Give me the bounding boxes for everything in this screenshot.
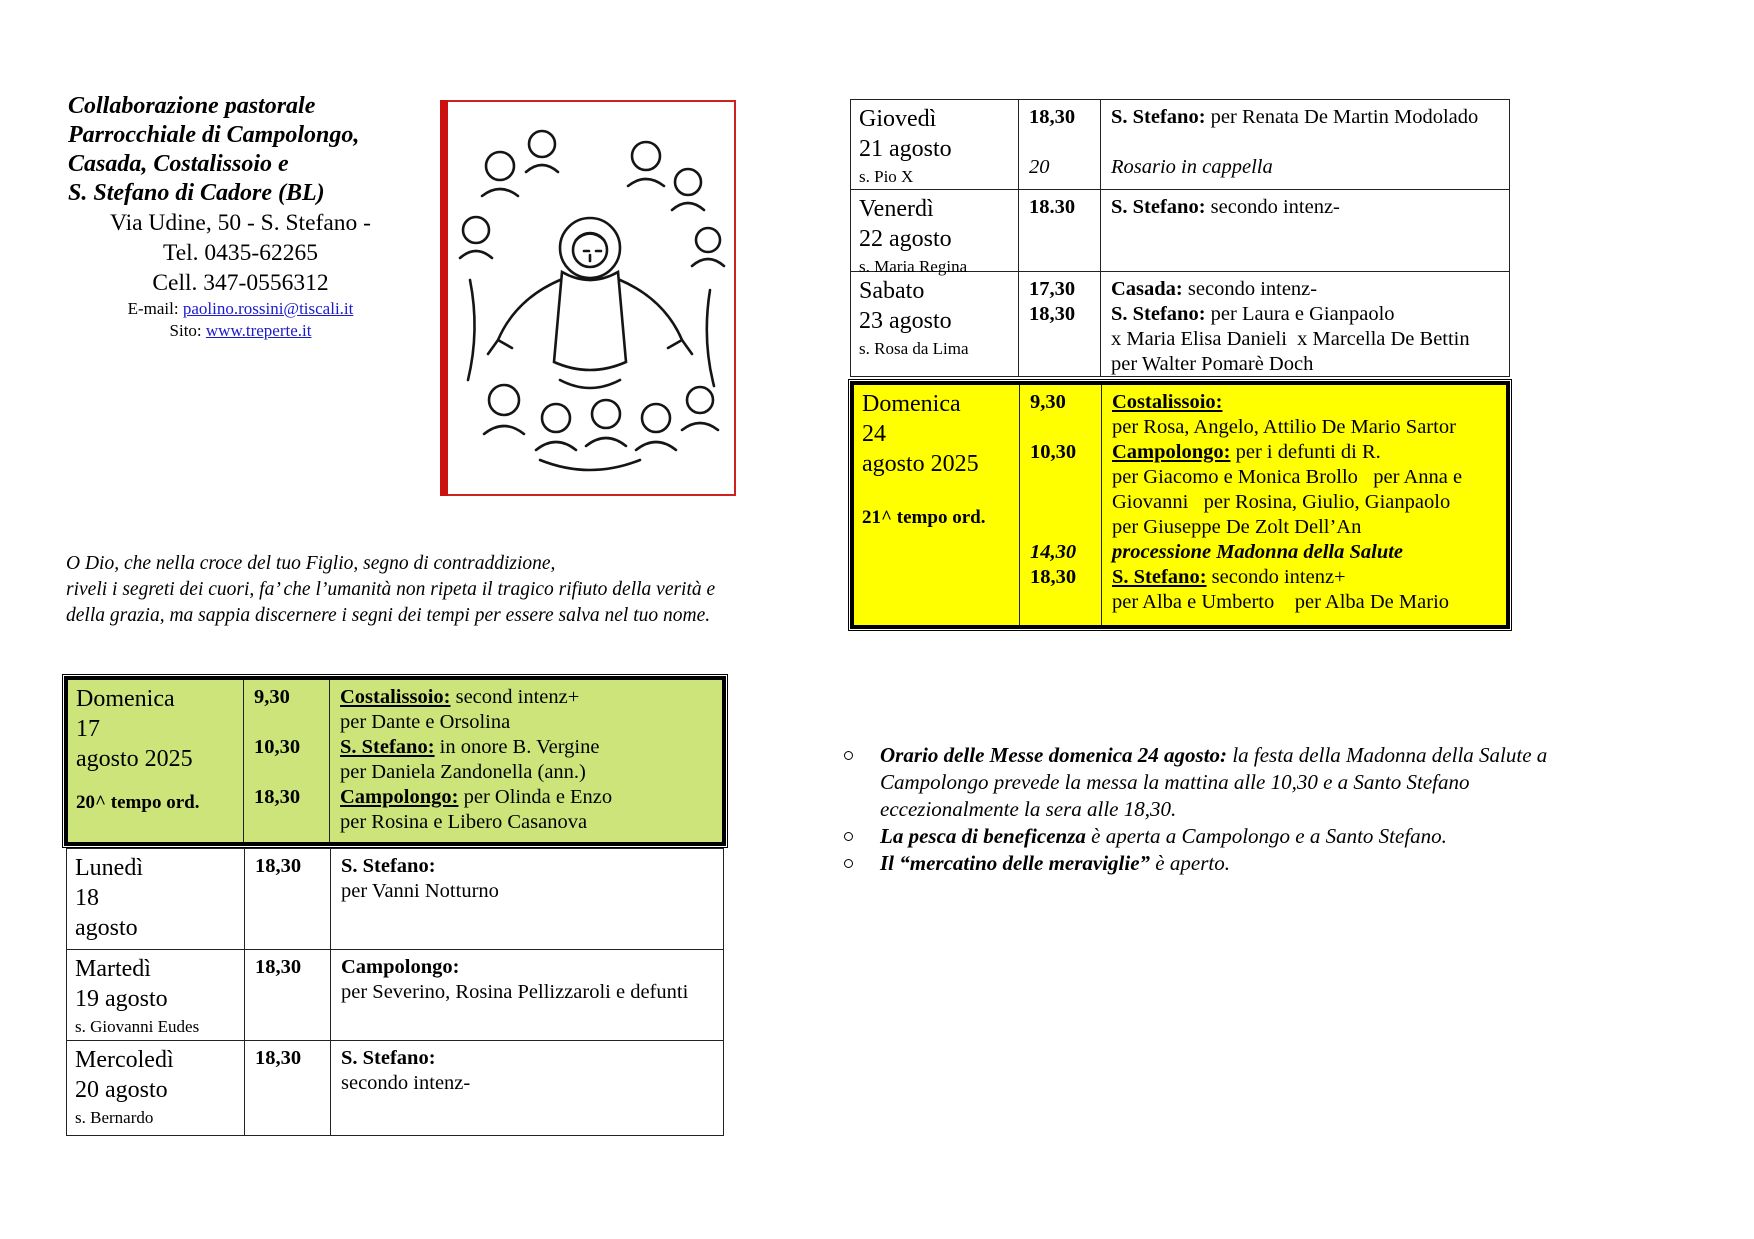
notice-lead: Il “mercatino delle meraviglie” <box>880 851 1151 875</box>
intention-line: secondo intenz- <box>341 1072 471 1094</box>
place-label: Campolongo: <box>1112 441 1231 463</box>
intention-line <box>340 685 718 710</box>
place-label: S. Stefano: <box>341 855 436 877</box>
time-cell <box>245 950 331 1040</box>
mass-row-saturday-23 <box>851 272 1509 376</box>
artwork-red-frame <box>441 101 735 495</box>
saint-of-day: s. Bernardo <box>75 1108 154 1127</box>
header-title-line: S. Stefano di Cadore (BL) <box>68 180 325 206</box>
parish-header <box>68 92 413 342</box>
header-title-line: Parrocchiale di Campolongo, <box>68 122 360 148</box>
intention-text: per i defunti di R. <box>1230 441 1381 463</box>
day-date: 20 agosto <box>75 1077 168 1103</box>
liturgical-note: 20^ tempo ord. <box>76 792 200 813</box>
intention-line: per Daniela Zandonella (ann.) <box>340 761 586 783</box>
intentions-cell <box>1102 385 1502 625</box>
day-name: Domenica <box>76 686 175 712</box>
intention-text: in onore B. Vergine <box>434 736 600 758</box>
day-cell <box>67 849 245 949</box>
mass-time: 14,30 <box>1030 541 1077 563</box>
mass-table-left <box>66 848 724 1136</box>
mass-time: 20 <box>1029 156 1050 178</box>
intention-line: per Severino, Rosina Pellizzaroli e defunti <box>341 981 689 1003</box>
day-cell <box>68 680 244 842</box>
day-name: Mercoledì <box>75 1047 174 1073</box>
day-date: agosto 2025 <box>862 451 979 477</box>
intention-text: per Renata De Martin Modolado <box>1205 106 1479 128</box>
prayer-line: O Dio, che nella croce del tuo Figlio, segno di contraddizione, <box>66 553 556 574</box>
mass-time: 17,30 <box>1029 278 1076 300</box>
mass-time: 10,30 <box>254 736 301 758</box>
address-line: Cell. 347-0556312 <box>152 270 329 296</box>
day-date: 23 agosto <box>859 308 952 334</box>
day-date: 18 <box>75 885 99 911</box>
intention-line <box>1111 277 1503 302</box>
artwork-red-bar <box>440 100 448 496</box>
intention-line <box>1111 302 1503 327</box>
mass-time: 10,30 <box>1030 441 1077 463</box>
saint-of-day: s. Rosa da Lima <box>859 339 969 358</box>
intention-line: per Giuseppe De Zolt Dell’An <box>1112 516 1362 538</box>
place-label: S. Stefano: <box>341 1047 436 1069</box>
intention-line <box>1111 105 1503 130</box>
mass-time: 18,30 <box>255 855 302 877</box>
day-date: agosto <box>75 915 138 941</box>
bullet-circle-icon <box>844 859 853 868</box>
day-date: 21 agosto <box>859 136 952 162</box>
mass-row-wednesday-20 <box>67 1041 723 1135</box>
day-date: 17 <box>76 716 100 742</box>
notice-lead: Orario delle Messe domenica 24 agosto: <box>880 743 1228 767</box>
notice-text: è aperto. <box>1150 851 1230 875</box>
day-cell <box>854 385 1020 625</box>
header-title-line: Casada, Costalissoio e <box>68 151 289 177</box>
address-line: Tel. 0435-62265 <box>163 240 318 266</box>
notice-item <box>842 823 1554 850</box>
intention-line: per Giacomo e Monica Brollo per Anna e <box>1112 466 1463 488</box>
notice-item <box>842 742 1554 823</box>
email-label: E-mail: <box>127 299 183 318</box>
place-label: Costalissoio: <box>1112 391 1223 413</box>
time-cell <box>245 1041 331 1135</box>
mass-time: 18,30 <box>255 1047 302 1069</box>
day-cell <box>851 190 1019 276</box>
intention-line <box>1112 565 1500 590</box>
opening-prayer <box>66 551 756 629</box>
header-title-line: Collaborazione pastorale <box>68 93 316 119</box>
intentions-cell <box>331 950 719 1040</box>
time-cell <box>1019 100 1101 189</box>
mass-time: 18,30 <box>1029 106 1076 128</box>
mass-time: 18.30 <box>1029 196 1076 218</box>
mass-time: 18,30 <box>1030 566 1077 588</box>
intention-text: per Olinda e Enzo <box>458 786 613 808</box>
mass-time: 9,30 <box>254 686 290 708</box>
day-cell <box>851 100 1019 189</box>
place-label: S. Stefano: <box>1112 566 1207 588</box>
day-date: 22 agosto <box>859 226 952 252</box>
intentions-cell <box>1101 190 1505 271</box>
email-link[interactable]: paolino.rossini@tiscali.it <box>182 299 354 318</box>
place-label: S. Stefano: <box>340 736 435 758</box>
liturgical-note: 21^ tempo ord. <box>862 507 986 528</box>
religious-artwork-image <box>440 100 736 496</box>
intention-text: per Laura e Gianpaolo <box>1205 303 1395 325</box>
intention-line <box>340 785 718 810</box>
intention-line <box>1112 440 1500 465</box>
time-cell <box>245 849 331 949</box>
intention-line: per Dante e Orsolina <box>340 711 511 733</box>
notice-lead: La pesca di beneficenza <box>880 824 1086 848</box>
saint-of-day: s. Giovanni Eudes <box>75 1017 200 1036</box>
saint-of-day: s. Pio X <box>859 167 914 186</box>
intention-line: Giovanni per Rosina, Giulio, Gianpaolo <box>1112 491 1451 513</box>
intention-line: x Maria Elisa Danieli x Marcella De Bettin <box>1111 328 1470 350</box>
website-link[interactable]: www.treperte.it <box>205 321 312 340</box>
day-date: 19 agosto <box>75 986 168 1012</box>
day-name: Giovedì <box>859 106 937 132</box>
intention-line: per Vanni Notturno <box>341 880 499 902</box>
address-line: Via Udine, 50 - S. Stefano - <box>110 210 371 236</box>
intention-text: secondo intenz+ <box>1206 566 1346 588</box>
mass-time: 9,30 <box>1030 391 1066 413</box>
mass-time: 18,30 <box>254 786 301 808</box>
pentecost-line-drawing <box>440 100 736 496</box>
intentions-cell <box>1101 100 1505 189</box>
place-label: Campolongo: <box>340 786 459 808</box>
place-label: S. Stefano: <box>1111 196 1206 218</box>
mass-row-thursday-21 <box>851 100 1509 190</box>
place-label: Casada: <box>1111 278 1183 300</box>
place-label: S. Stefano: <box>1111 303 1206 325</box>
intention-line <box>340 735 718 760</box>
saint-of-day: s. Maria Regina <box>859 257 968 276</box>
prayer-line: della grazia, ma sappia discernere i segni dei tempi per essere salva nel tuo nome. <box>66 605 711 626</box>
mass-table-right <box>850 99 1510 377</box>
site-label: Sito: <box>169 321 206 340</box>
intention-line: per Rosa, Angelo, Attilio De Mario Sartor <box>1112 416 1456 438</box>
intentions-cell <box>1101 272 1505 376</box>
procession-note: processione Madonna della Salute <box>1112 541 1404 563</box>
place-label: Costalissoio: <box>340 686 451 708</box>
intention-line: per Alba e Umberto per Alba De Mario <box>1112 591 1450 613</box>
notice-text: la festa della Madonna della Salute a Campolongo prevede la messa la mattina alle 10,30 e a Santo Stefano eccezionalmente la sera alle 18,30. <box>880 743 1548 821</box>
place-label: S. Stefano: <box>1111 106 1206 128</box>
day-date: 24 <box>862 421 886 447</box>
time-cell <box>1019 190 1101 271</box>
mass-row-sunday-24 <box>850 381 1510 629</box>
time-cell <box>1019 272 1101 376</box>
intention-line: Rosario in cappella <box>1111 156 1273 178</box>
intention-line: per Walter Pomarè Doch <box>1111 353 1314 375</box>
mass-row-friday-22 <box>851 190 1509 276</box>
day-name: Lunedì <box>75 855 143 881</box>
day-cell <box>67 1041 245 1135</box>
notices-list <box>842 742 1554 877</box>
day-name: Venerdì <box>859 196 934 222</box>
mass-row-sunday-17 <box>64 676 726 846</box>
notice-item <box>842 850 1554 877</box>
time-cell <box>244 680 330 842</box>
mass-row-monday-18 <box>67 849 723 950</box>
place-label: Campolongo: <box>341 956 460 978</box>
day-name: Sabato <box>859 278 925 304</box>
intention-text: second intenz+ <box>450 686 580 708</box>
day-cell <box>67 950 245 1040</box>
mass-time: 18,30 <box>1029 303 1076 325</box>
time-cell <box>1020 385 1102 625</box>
site-line <box>68 320 413 342</box>
intention-text: secondo intenz- <box>1205 196 1340 218</box>
intention-line <box>1111 195 1503 220</box>
day-name: Martedì <box>75 956 151 982</box>
intentions-cell <box>331 1041 719 1135</box>
bullet-circle-icon <box>844 832 853 841</box>
intentions-cell <box>331 849 719 949</box>
prayer-line: riveli i segreti dei cuori, fa’ che l’umanità non ripeta il tragico rifiuto della verità e <box>66 579 716 600</box>
bullet-circle-icon <box>844 751 853 760</box>
day-date: agosto 2025 <box>76 746 193 772</box>
day-name: Domenica <box>862 391 961 417</box>
intentions-cell <box>330 680 720 842</box>
notice-text: è aperta a Campolongo e a Santo Stefano. <box>1085 824 1447 848</box>
mass-row-tuesday-19 <box>67 950 723 1041</box>
day-cell <box>851 272 1019 376</box>
mass-time: 18,30 <box>255 956 302 978</box>
intention-line: per Rosina e Libero Casanova <box>340 811 588 833</box>
email-line <box>68 298 413 320</box>
intention-text: secondo intenz- <box>1182 278 1318 300</box>
